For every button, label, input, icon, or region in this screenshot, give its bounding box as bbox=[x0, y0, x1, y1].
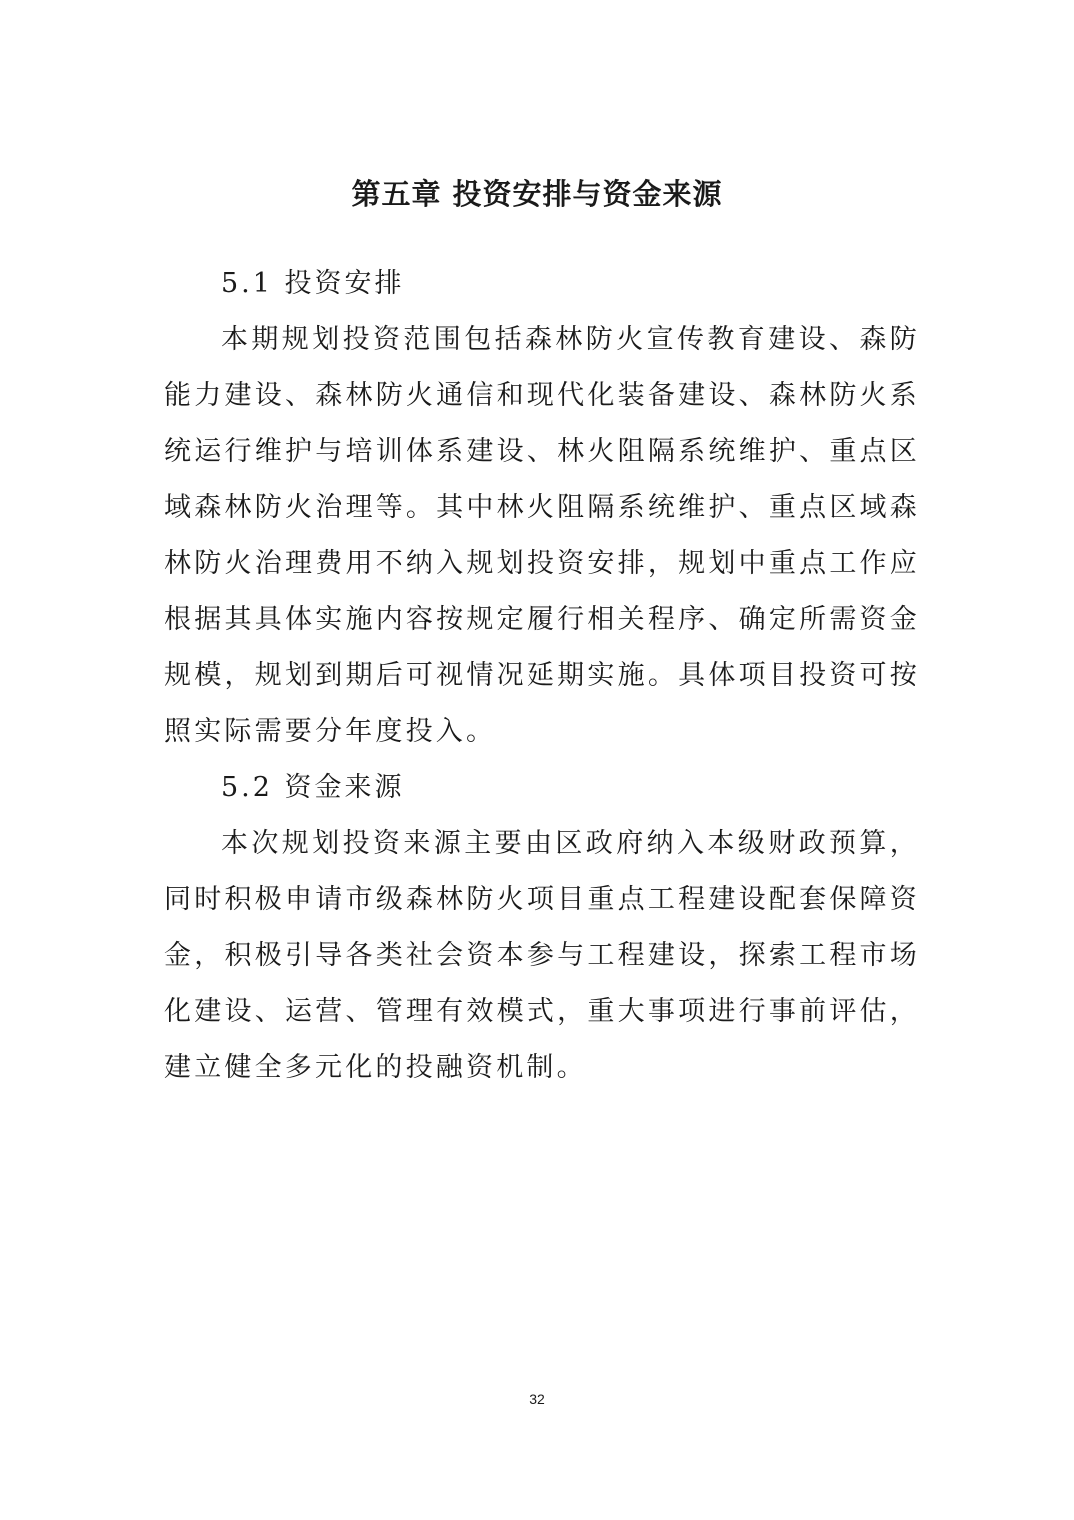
section-heading: 5.2 资金来源 bbox=[221, 772, 405, 803]
chapter-title: 第五章 投资安排与资金来源 bbox=[351, 177, 723, 211]
section-heading: 5.1 投资安排 bbox=[221, 268, 405, 299]
section-paragraph: 本次规划投资来源主要由区政府纳入本级财政预算，同时积极申请市级森林防火项目重点工程建设配套保障资金，积极引导各类社会资本参与工程建设，探索工程市场化建设、运营、管理有效模式，重大事项进行事前评估，建立健全多元化的投融资机制。 bbox=[164, 828, 920, 1083]
section-funding-sources bbox=[164, 760, 920, 1096]
page-number: 32 bbox=[529, 1391, 545, 1407]
document-body bbox=[164, 256, 920, 1096]
section-paragraph: 本期规划投资范围包括森林防火宣传教育建设、森防能力建设、森林防火通信和现代化装备建设、森林防火系统运行维护与培训体系建设、林火阻隔系统维护、重点区域森林防火治理等。其中林火阻隔系统维护、重点区域森林防火治理费用不纳入规划投资安排，规划中重点工作应根据其具体实施内容按规定履行相关程序、确定所需资金规模，规划到期后可视情况延期实施。具体项目投资可按照实际需要分年度投入。 bbox=[164, 324, 920, 747]
section-investment-arrangement bbox=[164, 256, 920, 760]
